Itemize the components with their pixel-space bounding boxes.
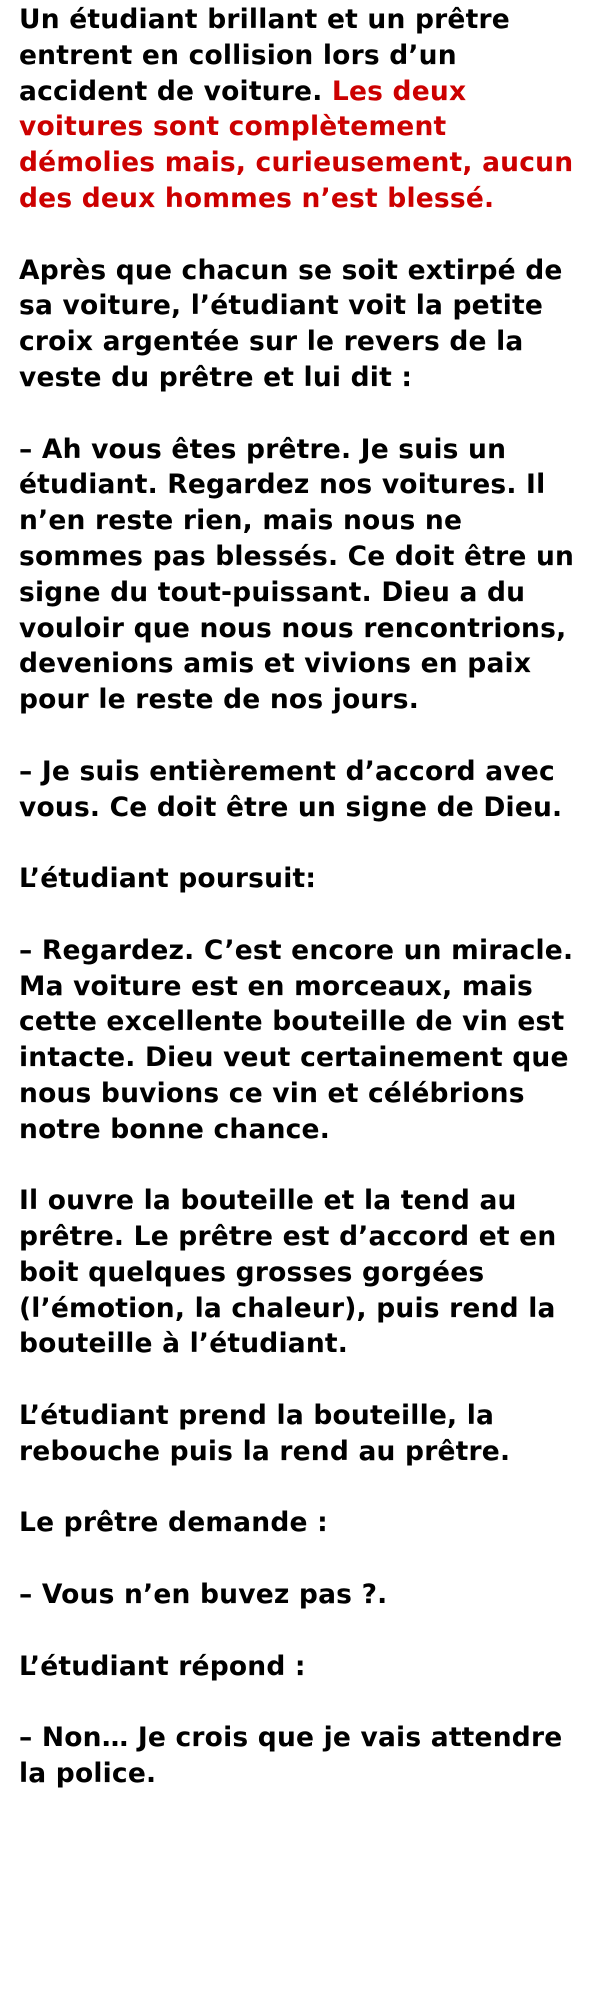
paragraph-10: – Vous n’en buvez pas ?.: [19, 1579, 388, 1611]
paragraph-9: Le prêtre demande :: [19, 1507, 328, 1539]
paragraph-2: Après que chacun se soit extirpé de sa voiture, l’étudiant voit la petite croix argentée sur le revers de la veste du prêtre et lui dit :: [19, 254, 563, 393]
paragraph-6: – Regardez. C’est encore un miracle. Ma voiture est en morceaux, mais cette excellente bouteille de vin est intacte. Dieu veut certainement que nous buvions ce vin et célébrions notre bonne chance.: [19, 934, 574, 1145]
paragraph-intro: [19, 2, 582, 217]
intro-text: Un étudiant brillant et un prêtre entrent en collision lors d’un accident de voiture.: [19, 4, 510, 107]
paragraph-12: – Non… Je crois que je vais attendre la police.: [19, 1722, 563, 1790]
paragraph-3: – Ah vous êtes prêtre. Je suis un étudiant. Regardez nos voitures. Il n’en reste rien, mais nous ne sommes pas blessés. Ce doit être un signe du tout-puissant. Dieu a du vouloir que nous nous rencontrions, devenions amis et vivions en paix pour le reste de nos jours.: [19, 433, 575, 716]
paragraph-7: Il ouvre la bouteille et la tend au prêtre. Le prêtre est d’accord et en boit quelques grosses gorgées (l’émotion, la chaleur), puis rend la bouteille à l’étudiant.: [19, 1185, 557, 1360]
highlighted-text: Les deux voitures sont complètement démolies mais, curieusement, aucun des deux hommes n’est blessé.: [19, 75, 574, 214]
paragraph-5: L’étudiant poursuit:: [19, 863, 317, 895]
paragraph-8: L’étudiant prend la bouteille, la rebouche puis la rend au prêtre.: [19, 1400, 511, 1467]
paragraph-11: L’étudiant répond :: [19, 1650, 306, 1682]
paragraph-4: – Je suis entièrement d’accord avec vous. Ce doit être un signe de Dieu.: [19, 755, 563, 823]
